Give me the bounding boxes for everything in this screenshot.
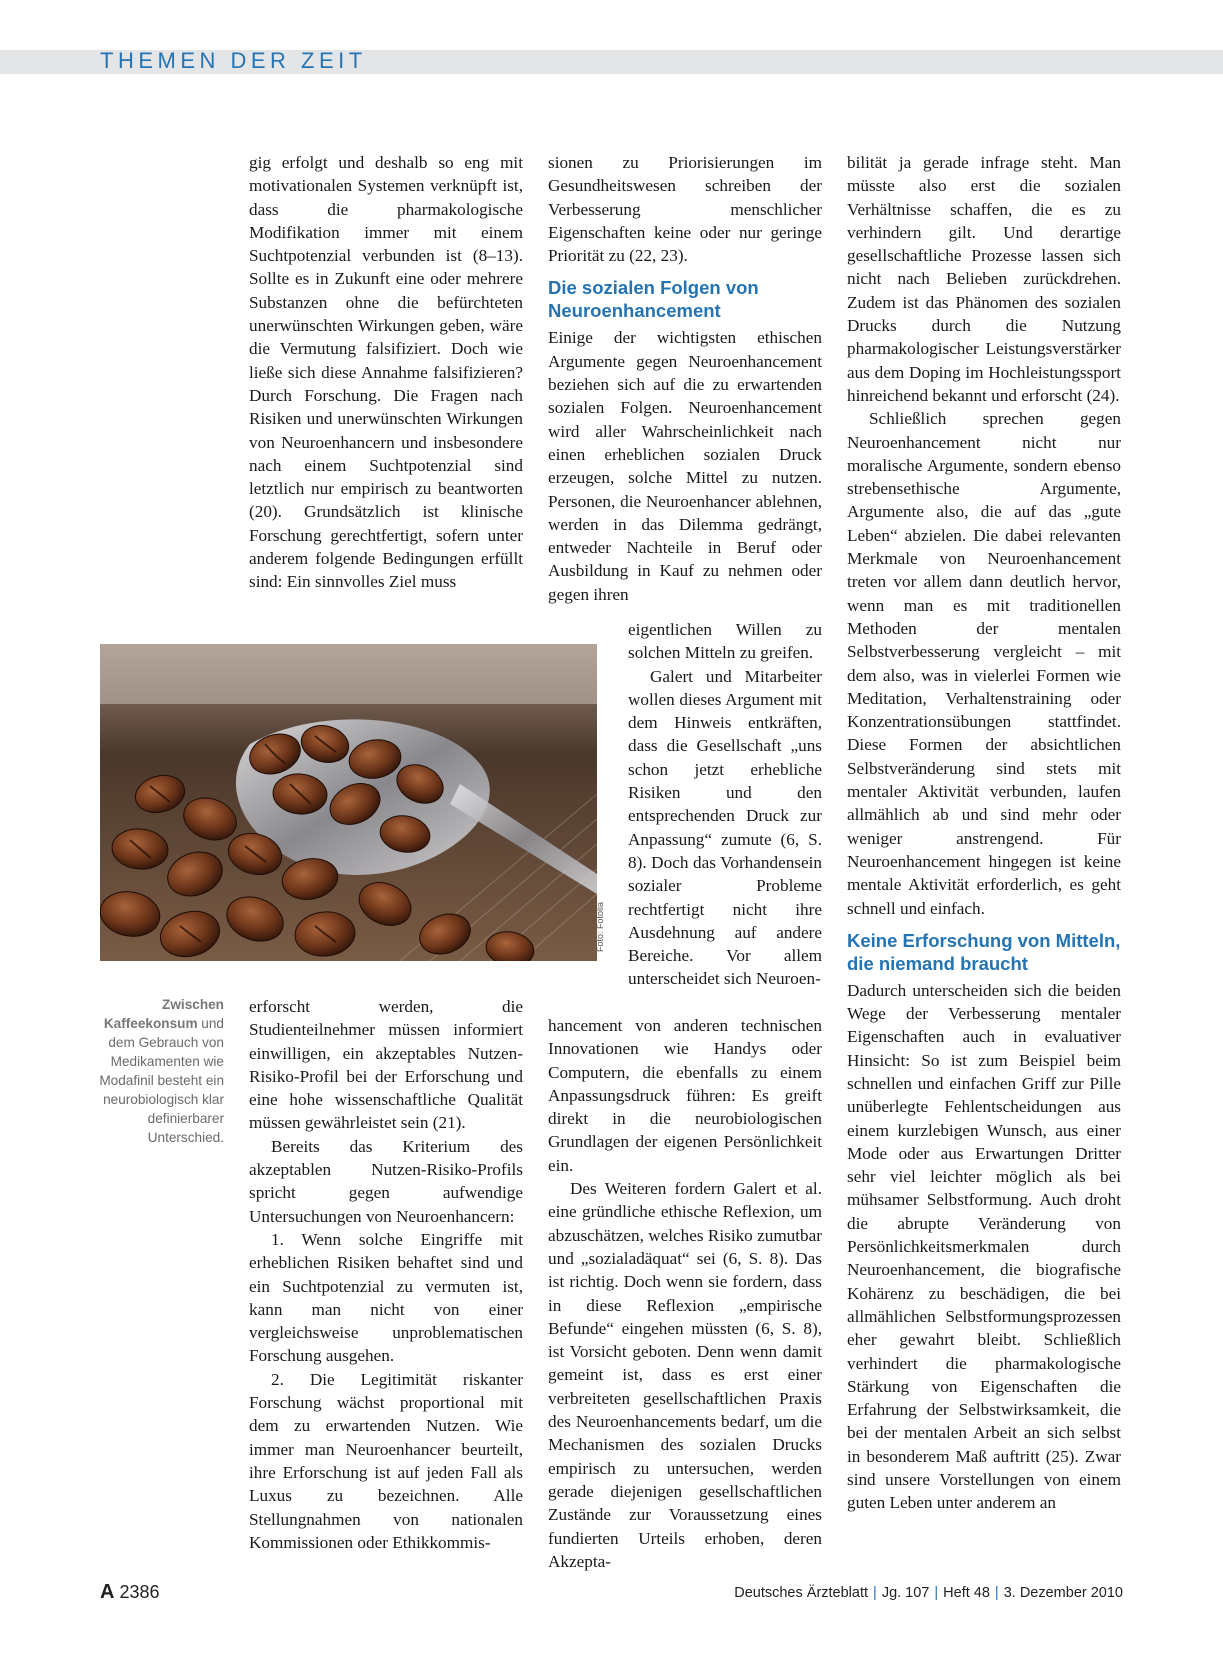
footer-citation xyxy=(734,1585,1123,1601)
coffee-beans-photo xyxy=(100,644,597,961)
column-2-top xyxy=(548,151,822,606)
paragraph: Galert und Mitarbeiter wollen dieses Argument mit dem Hinweis entkräften, dass die Gesellschaft „uns schon jetzt erhebliche Risiken und den entsprechenden Druck zur Anpassung“ zumute (6, S. 8). Doch das Vorhandensein sozialer Probleme rechtfertigt nicht ihre Ausdehnung auf andere Bereiche. Vor allem unterscheidet sich Neuroen- xyxy=(628,666,822,989)
page-number xyxy=(100,1581,160,1604)
paragraph: Schließlich sprechen gegen Neuroenhancement nicht nur moralische Argumente, sondern ebenso strebensethische Argumente, Argumente also, die auf das „gute Leben“ abzielen. Die dabei relevanten Merkmale von Neuroenhancement treten vor allem dann deutlich hervor, wenn man es mit traditionellen Methoden der mentalen Selbstverbesserung vergleicht – mit dem also, was in vielerlei Formen wie Meditation, Verhaltenstraining oder Konzentrationsübungen stattfindet. Diese Formen der absichtlichen Selbstveränderung sind stets mit mentaler Aktivität verbunden, laufen allmählich ab und sind mehr oder weniger anstrengend. Für Neuroenhancement hingegen ist keine mentale Aktivität erforderlich, es geht schnell und einfach. xyxy=(847,409,1121,918)
page-number-value: 2386 xyxy=(114,1582,160,1602)
column-2-wrap xyxy=(628,618,822,991)
photo-credit xyxy=(597,900,613,962)
column-3 xyxy=(847,151,1121,1515)
separator: | xyxy=(873,1585,877,1601)
separator: | xyxy=(994,1585,999,1601)
page-prefix: A xyxy=(100,1581,115,1603)
paragraph: eigentlichen Willen zu solchen Mitteln zu greifen. xyxy=(628,620,822,663)
paragraph: gig erfolgt und deshalb so eng mit motivationalen Systemen verknüpft ist, dass die pharmakologische Modifikation immer mit einem Suchtpotenzial verbunden ist (8–13). Sollte es in Zukunft eine oder mehrere Substanzen ohne die befürchteten unerwünschten Wirkungen geben, wäre die Vermutung falsifiziert. Doch wie ließe sich diese Annahme falsifizieren? Durch Forschung. Die Fragen nach Risiken und unerwünschten Wirkungen von Neuroenhancern und insbesondere nach einem Suchtpotenzial sind letztlich nur empirisch zu beantworten (20). Grundsätzlich ist klinische Forschung gerechtfertigt, sofern unter anderem folgende Bedingungen erfüllt sind: Ein sinnvolles Ziel muss xyxy=(249,153,523,592)
list-item: 2. Die Legitimität riskanter Forschung wächst proportional mit dem zu erwartenden Nutzen. Wie immer man Neuroenhancer beurteilt, ihre Erforschung ist auf jeden Fall als Luxus zu bezeichnen. Alle Stellungnahmen von nationalen Kommissionen oder Ethikkommis- xyxy=(249,1369,523,1552)
column-1-top xyxy=(249,151,523,594)
paragraph: sionen zu Priorisierungen im Gesundheitswesen schreiben der Verbesserung menschlicher Eigenschaften keine oder nur geringe Priorität zu (22, 23). xyxy=(548,153,822,266)
section-heading: Keine Erforschung von Mitteln, die niemand braucht xyxy=(847,929,1121,974)
paragraph: Einige der wichtigsten ethischen Argumente gegen Neuroenhancement beziehen sich auf die zu erwartenden sozialen Folgen. Neuroenhancement wird aller Wahrscheinlichkeit nach einen erheblichen sozialen Druck erzeugen, solche Mittel zu nutzen. Personen, die Neuroenhancer ablehnen, werden in das Dilemma gedrängt, entweder Nachteile in Beruf oder Ausbildung in Kauf zu nehmen oder gegen ihren xyxy=(548,328,822,604)
separator: | xyxy=(934,1585,939,1601)
photo-credit-text: Foto: Fotolia xyxy=(595,901,606,953)
paragraph: Dadurch unterscheiden sich die beiden Wege der Verbesserung mentaler Eigenschaften auch in evaluativer Hinsicht: So ist zum Beispiel beim schnellen und einfachen Griff zur Pille unüberlegte Fehlentscheidungen aus einem kurzlebigen Wunsch, aus einer Mode oder aus Erwartungen Dritter sehr viel leichter möglich als bei mühsamer Selbstformung. Auch droht die abrupte Veränderung von Persönlichkeitsmerkmalen durch Neuroenhancement, die biografische Kohärenz zu beschädigen, die bei allmählichen Selbstformungsprozessen eher gewahrt bleibt. Schließlich verhindert die pharmakologische Stärkung von Eigenschaften die Erfahrung der Selbstwirksamkeit, die bei der mentalen Arbeit an sich selbst in besonderem Maß auftritt (25). Zwar sind unsere Vorstellungen von einem guten Leben unter anderem an xyxy=(847,980,1121,1513)
figure-caption xyxy=(98,995,224,1147)
coffee-beans-image xyxy=(100,644,597,961)
list-item: 1. Wenn solche Eingriffe mit erheblichen Risiken behaftet sind und ein Suchtpotenzial zu vermuten ist, kann man nicht von einer vergleichsweise unproblematischen Forschung ausgehen. xyxy=(249,1229,523,1366)
journal-name: Deutsches Ärzteblatt xyxy=(734,1585,869,1601)
column-1-bottom xyxy=(249,995,523,1554)
paragraph: Des Weiteren fordern Galert et al. eine gründliche ethische Reflexion, um abzuschätzen, welches Risiko zumutbar und „sozialadäquat“ sei (6, S. 8). Das ist richtig. Doch wenn sie fordern, dass in diese Reflexion „empirische Befunde“ eingehen müssten (6, S. 8), ist Vorsicht geboten. Denn wenn damit gemeint ist, dass es erst einer verbreiteten gesellschaftlichen Praxis des Neuroenhancements bedarf, um die Mechanismen des sozialen Drucks empirisch zu untersuchen, werden gerade diejenigen gesellschaftlichen Zustände zur Voraussetzung eines fundierten Urteils erhoben, deren Akzepta- xyxy=(548,1179,822,1571)
paragraph: hancement von anderen technischen Innovationen wie Handys oder Computern, die ebenfalls zu einem Anpassungsdruck führen: Es greift direkt in die neurobiologischen Grundlagen der eigenen Persönlichkeit ein. xyxy=(548,1016,822,1175)
volume: Jg. 107 xyxy=(881,1585,930,1601)
paragraph: bilität ja gerade infrage steht. Man müsste also erst die sozialen Verhältnisse schaffen, die es zu verhindern gilt. Und derartige gesellschaftliche Prozesse lassen sich nicht nach Belieben zurückdrehen. Zudem ist das Phänomen des sozialen Drucks durch die Nutzung pharmakologischer Leistungsverstärker aus dem Doping im Hochleistungssport hinreichend bekannt und erforscht (24). xyxy=(847,153,1121,405)
section-heading: Die sozialen Folgen von Neuroenhancement xyxy=(548,277,759,322)
caption-bold: Zwischen Kaffeekonsum xyxy=(103,997,224,1031)
caption-text: und dem Gebrauch von Medikamenten wie Modafinil besteht ein neurobiologisch klar definierbarer Unterschied. xyxy=(99,1016,224,1145)
section-title: THEMEN DER ZEIT xyxy=(100,48,367,73)
issue: Heft 48 xyxy=(943,1585,990,1601)
paragraph: erforscht werden, die Studienteilnehmer müssen informiert einwilligen, ein akzeptables Nutzen-Risiko-Profil bei der Erforschung und eine hohe wissenschaftliche Qualität müssen gewährleistet sein (21). xyxy=(249,997,523,1133)
date: 3. Dezember 2010 xyxy=(1003,1585,1123,1601)
paragraph: Bereits das Kriterium des akzeptablen Nutzen-Risiko-Profils spricht gegen aufwendige Untersuchungen von Neuroenhancern: xyxy=(249,1136,523,1226)
column-2-bottom xyxy=(548,1014,822,1573)
